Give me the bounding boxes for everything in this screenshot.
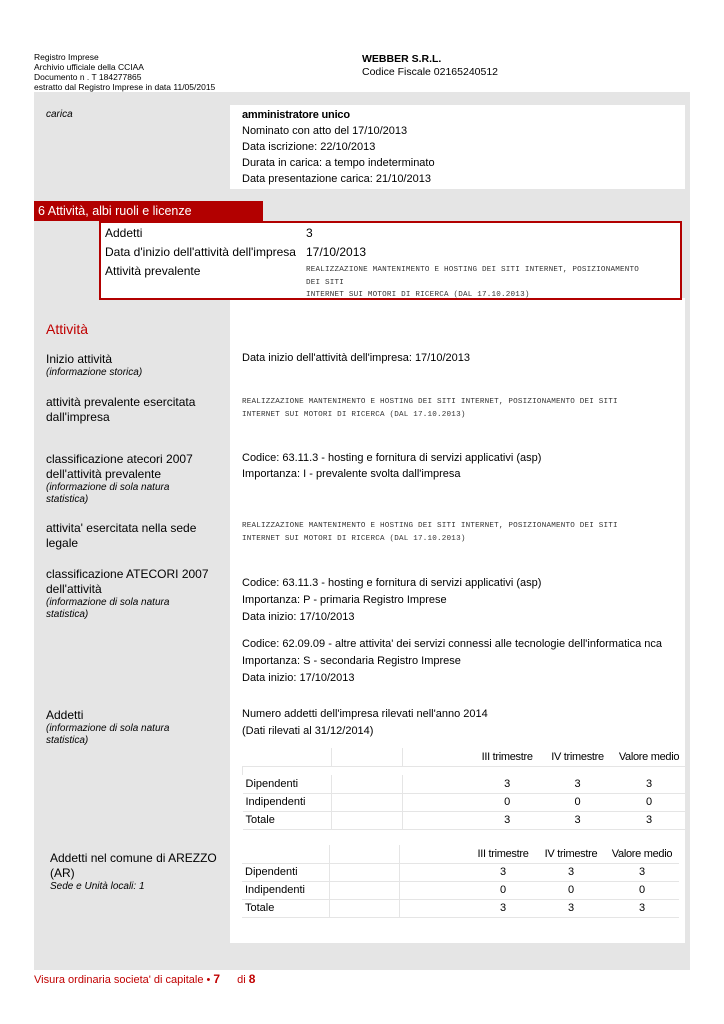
summary-label-addetti: Addetti — [105, 226, 143, 240]
row-name: Indipendenti — [243, 793, 332, 811]
carica-label: carica — [46, 109, 73, 120]
mono-line: INTERNET SUI MOTORI DI RICERCA (DAL 17.10.2013) — [242, 411, 466, 419]
ateco-codes — [242, 575, 662, 687]
carica-line: Durata in carica: a tempo indeterminato — [242, 157, 435, 169]
atecori2007-value — [242, 450, 541, 482]
code-line: Data inizio: 17/10/2013 — [242, 672, 355, 684]
footer-text: Visura ordinaria societa' di capitale • — [34, 974, 214, 986]
cell: 0 — [537, 881, 605, 899]
code-line: Data inizio: 17/10/2013 — [242, 611, 355, 623]
summary-value-attivita-prevalente — [306, 264, 639, 302]
label-text: Inizio attività — [46, 352, 113, 366]
inizio-attivita-label — [46, 352, 142, 378]
intro-line: (Dati rilevati al 31/12/2014) — [242, 725, 374, 737]
cell: 3 — [537, 863, 605, 881]
cell: 3 — [537, 899, 605, 917]
atecori2007-label — [46, 452, 193, 506]
cell: 0 — [542, 793, 613, 811]
sede-value — [242, 520, 618, 546]
cell: 3 — [472, 811, 542, 829]
code-line: Codice: 63.11.3 - hosting e fornitura di servizi applicativi (asp) — [242, 577, 542, 589]
label-text: Addetti — [46, 708, 84, 722]
prevalente-label — [46, 395, 195, 425]
cell: 3 — [469, 863, 537, 881]
label-note: (informazione di sola natura — [46, 597, 170, 608]
label-text: dell'attività — [46, 582, 102, 596]
carica-line: Data iscrizione: 22/10/2013 — [242, 141, 376, 153]
comune-label — [50, 851, 217, 893]
row-name: Dipendenti — [243, 775, 332, 793]
page-total: 8 — [248, 972, 256, 986]
document-header-info — [34, 52, 215, 92]
value-line: Codice: 63.11.3 - hosting e fornitura di servizi applicativi (asp) — [242, 452, 542, 464]
summary-label-data-inizio: Data d'inizio dell'attività dell'impresa — [105, 245, 296, 259]
addetti-intro — [242, 706, 488, 740]
label-note: statistica) — [46, 735, 89, 746]
mono-line: REALIZZAZIONE MANTENIMENTO E HOSTING DEI SITI INTERNET, POSIZIONAMENTO DEI SITI — [242, 398, 618, 406]
ateco-label — [46, 567, 209, 621]
row-name: Totale — [243, 811, 332, 829]
carica-line: Data presentazione carica: 21/10/2013 — [242, 173, 431, 185]
table-header: III trimestre — [472, 748, 542, 766]
cell: 0 — [605, 881, 679, 899]
page-footer — [34, 972, 255, 986]
label-note: (informazione di sola natura — [46, 723, 170, 734]
cell: 0 — [472, 793, 542, 811]
page-number: 7 — [213, 972, 221, 986]
table-header: IV trimestre — [542, 748, 613, 766]
mono-line: REALIZZAZIONE MANTENIMENTO E HOSTING DEI SITI INTERNET, POSIZIONAMENTO DEI SITI — [242, 522, 618, 530]
row-name: Indipendenti — [242, 881, 329, 899]
table-row — [242, 899, 679, 917]
prevalente-value — [242, 396, 618, 422]
table-header: Valore medio — [605, 845, 679, 863]
table-row — [242, 881, 679, 899]
header-line: Registro Imprese — [34, 52, 99, 62]
cell: 3 — [542, 811, 613, 829]
mono-line: DEI SITI — [306, 278, 345, 287]
table-header: III trimestre — [469, 845, 537, 863]
code-line: Importanza: P - primaria Registro Imprese — [242, 594, 447, 606]
footer-of: di — [237, 974, 246, 986]
inizio-attivita-value: Data inizio dell'attività dell'impresa: 17/10/2013 — [242, 352, 470, 364]
cell: 3 — [542, 775, 613, 793]
intro-line: Numero addetti dell'impresa rilevati nell'anno 2014 — [242, 708, 488, 720]
table-header: Valore medio — [613, 748, 685, 766]
company-header — [362, 53, 498, 78]
cell: 3 — [605, 863, 679, 881]
label-note: statistica) — [46, 609, 89, 620]
carica-line: Nominato con atto del 17/10/2013 — [242, 125, 408, 137]
section-title-bar: 6 Attività, albi ruoli e licenze — [34, 201, 263, 221]
code-line: Importanza: S - secondaria Registro Imprese — [242, 655, 461, 667]
table-row — [243, 775, 686, 793]
table-row — [243, 793, 686, 811]
carica-details — [242, 107, 435, 187]
cell: 3 — [472, 775, 542, 793]
mono-line: INTERNET SUI MOTORI DI RICERCA (DAL 17.10.2013) — [242, 535, 466, 543]
label-text: (AR) — [50, 866, 75, 880]
label-note: Sede e Unità locali: 1 — [50, 881, 145, 892]
row-name: Dipendenti — [242, 863, 329, 881]
value-line: Importanza: I - prevalente svolta dall'impresa — [242, 468, 461, 480]
fiscal-code: Codice Fiscale 02165240512 — [362, 65, 499, 78]
code-line: Codice: 62.09.09 - altre attivita' dei servizi connessi alle tecnologie dell'informatica nca — [242, 638, 662, 650]
label-text: dell'attività prevalente — [46, 467, 162, 481]
table-header: IV trimestre — [537, 845, 605, 863]
table-row — [242, 863, 679, 881]
label-note: (informazione storica) — [46, 367, 143, 378]
cell: 3 — [613, 811, 685, 829]
cell: 0 — [469, 881, 537, 899]
label-text: dall'impresa — [46, 410, 110, 424]
comune-table — [242, 845, 679, 918]
addetti-label — [46, 708, 169, 747]
label-text: classificazione atecori 2007 — [46, 452, 193, 466]
header-line: estratto dal Registro Imprese in data 11/05/2015 — [34, 82, 216, 92]
summary-value-addetti: 3 — [306, 226, 313, 240]
addetti-table — [242, 748, 685, 830]
company-name: WEBBER S.R.L. — [362, 53, 442, 65]
mono-line: REALIZZAZIONE MANTENIMENTO E HOSTING DEI SITI INTERNET, POSIZIONAMENTO — [306, 266, 639, 274]
header-line: Documento n . T 184277865 — [34, 72, 142, 82]
attivita-title: Attività — [46, 321, 89, 337]
summary-label-attivita-prevalente: Attività prevalente — [105, 264, 201, 278]
header-line: Archivio ufficiale della CCIAA — [34, 62, 144, 72]
label-text: Addetti nel comune di AREZZO — [50, 851, 217, 865]
mono-line: INTERNET SUI MOTORI DI RICERCA (DAL 17.10.2013) — [306, 291, 530, 299]
label-text: legale — [46, 536, 79, 550]
sede-label — [46, 521, 196, 551]
cell: 3 — [605, 899, 679, 917]
label-text: attivita' esercitata nella sede — [46, 521, 197, 535]
label-text: classificazione ATECORI 2007 — [46, 567, 209, 581]
label-text: attività prevalente esercitata — [46, 395, 196, 409]
cell: 3 — [613, 775, 685, 793]
cell: 0 — [613, 793, 685, 811]
row-name: Totale — [242, 899, 329, 917]
summary-value-data-inizio: 17/10/2013 — [306, 245, 367, 259]
carica-role: amministratore unico — [242, 109, 350, 121]
table-row — [243, 811, 686, 829]
cell: 3 — [469, 899, 537, 917]
label-note: statistica) — [46, 494, 89, 505]
label-note: (informazione di sola natura — [46, 482, 170, 493]
